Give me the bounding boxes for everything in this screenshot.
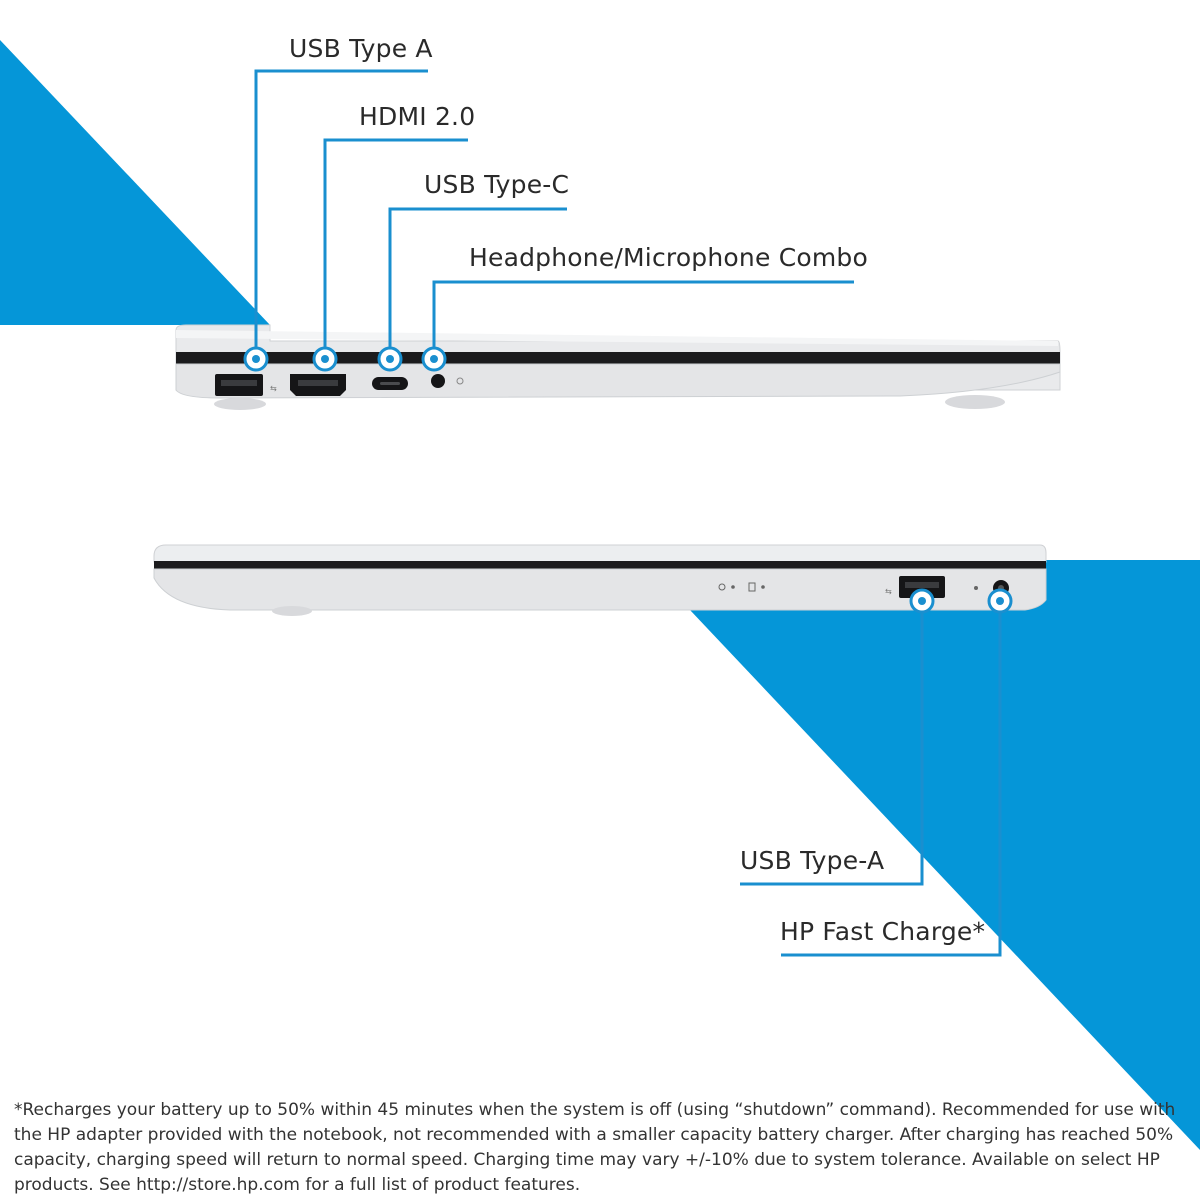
label-usb-type-c: USB Type-C	[424, 170, 570, 199]
label-hdmi: HDMI 2.0	[359, 102, 476, 131]
svg-text:⇆: ⇆	[270, 384, 277, 393]
blue-triangle-top-left	[0, 40, 270, 325]
label-audio-combo: Headphone/Microphone Combo	[469, 243, 868, 272]
callout-lines	[256, 71, 1000, 955]
hdmi-port-icon	[290, 374, 346, 396]
svg-text:⇆: ⇆	[885, 587, 892, 596]
callout-dot-hdmi	[314, 348, 336, 370]
usb-c-port-icon	[372, 377, 408, 390]
callout-dot-fast-charge	[989, 590, 1011, 612]
label-usb-type-a: USB Type A	[289, 34, 433, 63]
callout-dot-usb-type-c	[379, 348, 401, 370]
callout-dot-usb-type-a-right	[911, 590, 933, 612]
callout-dot-usb-type-a	[245, 348, 267, 370]
laptop-left-side	[176, 325, 1060, 410]
footnote-text: *Recharges your battery up to 50% within 45 minutes when the system is off (using “shutdown” command). Recommended for use with the HP adapter provided with the notebook, not recommended with a smaller capacity battery charger. After charging has reached 50% capacity, charging speed will return to normal speed. Charging time may vary +/-10% due to system tolerance. Available on select HP products. See http://store.hp.com for a full list of product features.	[14, 1100, 1176, 1195]
callout-dot-audio	[423, 348, 445, 370]
label-fast-charge: HP Fast Charge*	[780, 917, 986, 946]
label-usb-type-a-right: USB Type-A	[740, 846, 885, 875]
